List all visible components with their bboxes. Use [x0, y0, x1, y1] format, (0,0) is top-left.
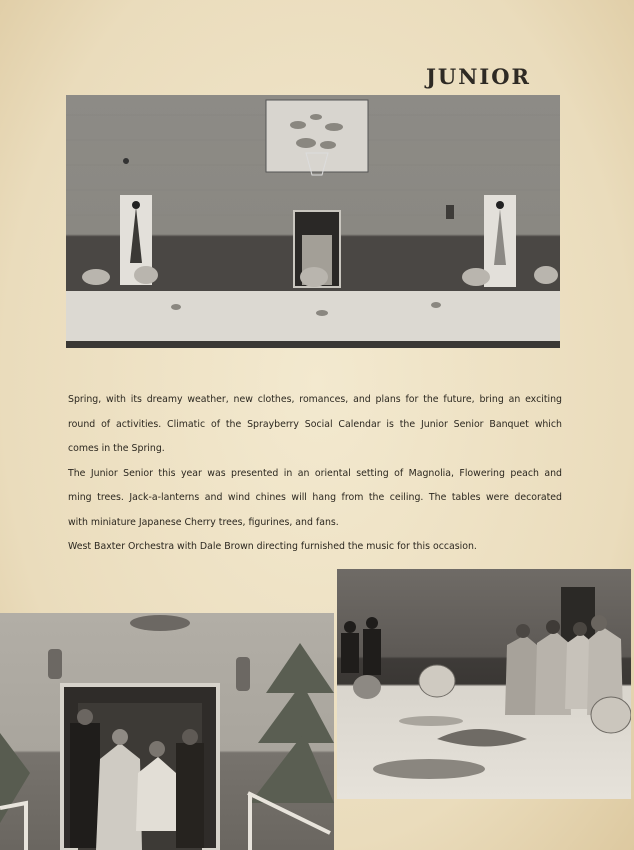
article-line: with miniature Japanese Cherry trees, figurines, and fans.	[68, 516, 339, 528]
article-line: ming trees. Jack-a-lanterns and wind chines will hang from the ceiling. The tables were decorated	[68, 492, 562, 503]
article-line: round of activities. Climatic of the Sprayberry Social Calendar is the Junior Senior Banquet which	[68, 418, 562, 430]
article-text	[68, 388, 562, 560]
article-line: The Junior Senior this year was presented in an oriental setting of Magnolia, Flowering peach and	[68, 467, 562, 479]
article-line: comes in the Spring.	[68, 443, 165, 454]
page-title: JUNIOR	[425, 64, 531, 89]
article-line: West Baxter Orchestra with Dale Brown directing furnished the music for this occasion.	[68, 541, 477, 552]
doorway-guests-illustration	[0, 613, 334, 850]
banquet-stage-illustration	[66, 95, 560, 348]
doorway-guests-photo	[0, 613, 334, 850]
banquet-stage-photo	[66, 95, 560, 348]
article-line: Spring, with its dreamy weather, new clothes, romances, and plans for the future, bring an exciting	[68, 394, 562, 405]
banquet-table-photo	[337, 569, 631, 799]
banquet-table-illustration	[337, 569, 631, 799]
